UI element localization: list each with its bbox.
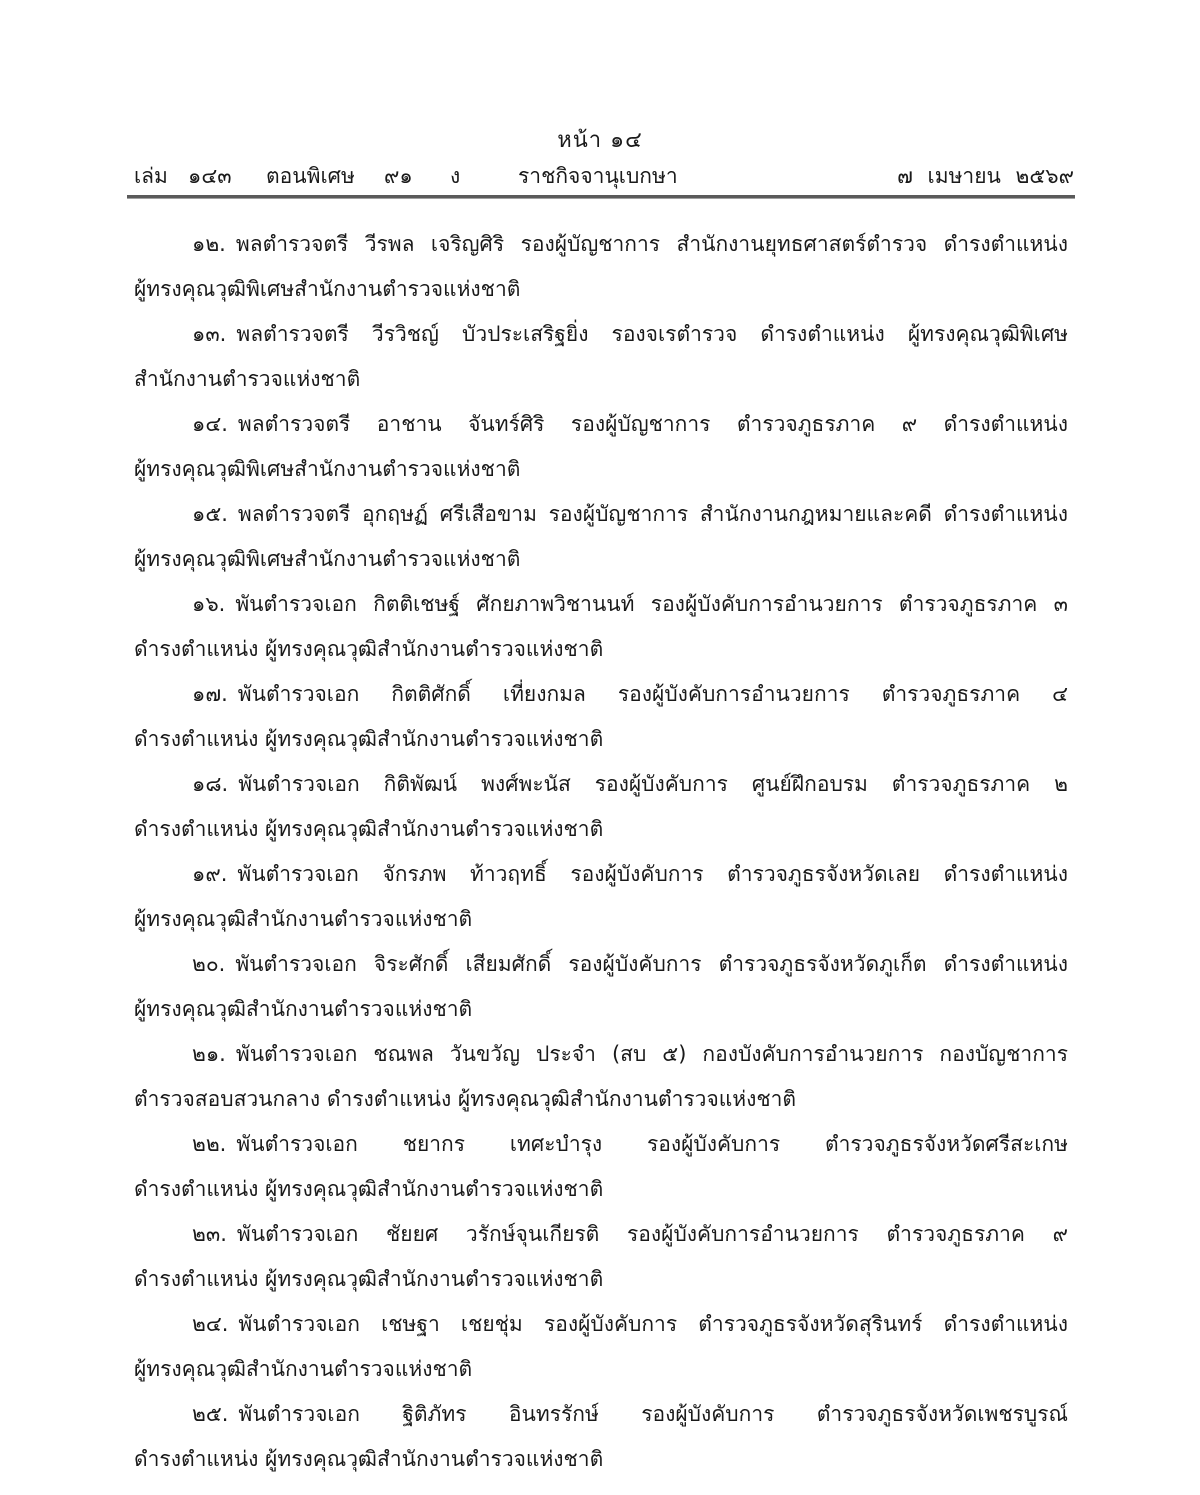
list-item: [134, 402, 1068, 492]
entry-number: ๒๔.: [192, 1312, 229, 1336]
entry-number: ๒๑.: [192, 1042, 226, 1066]
entry-number: ๒๓.: [192, 1222, 227, 1246]
list-item: [134, 582, 1068, 672]
entry-line-2: ดำรงตำแหน่ง ผู้ทรงคุณวุฒิสำนักงานตำรวจแห่งชาติ: [134, 817, 604, 841]
entry-line-1: ๑๖. พันตำรวจเอก กิตติเชษฐ์ ศักยภาพวิชานนท์ รองผู้บังคับการอำนวยการ ตำรวจภูธรภาค ๓: [192, 592, 1068, 616]
issue-number: ๙๑: [384, 164, 413, 188]
entry-line-2: ดำรงตำแหน่ง ผู้ทรงคุณวุฒิสำนักงานตำรวจแห่งชาติ: [134, 1267, 604, 1291]
list-item: [134, 1032, 1068, 1122]
entry-line-1: ๑๗. พันตำรวจเอก กิตติศักดิ์ เที่ยงกมล รองผู้บังคับการอำนวยการ ตำรวจภูธรภาค ๔: [192, 682, 1068, 706]
entry-line-1: ๑๘. พันตำรวจเอก กิติพัฒน์ พงศ์พะนัส รองผู้บังคับการ ศูนย์ฝึกอบรม ตำรวจภูธรภาค ๒: [192, 772, 1068, 796]
list-item: [134, 1122, 1068, 1212]
entry-number: ๑๖.: [192, 592, 226, 616]
entry-number: ๑๒.: [192, 232, 226, 256]
list-item: [134, 1212, 1068, 1302]
entry-number: ๑๕.: [192, 502, 228, 526]
entry-number: ๑๔.: [192, 412, 228, 436]
entry-line-1: ๒๑. พันตำรวจเอก ชณพล วันขวัญ ประจำ (สบ ๕) กองบังคับการอำนวยการ กองบัญชาการ: [192, 1042, 1068, 1066]
entry-line-2: ผู้ทรงคุณวุฒิสำนักงานตำรวจแห่งชาติ: [134, 907, 473, 931]
entry-line-1: ๑๙. พันตำรวจเอก จักรภพ ท้าวฤทธิ์ รองผู้บังคับการ ตำรวจภูธรจังหวัดเลย ดำรงตำแหน่ง: [192, 862, 1068, 886]
section-letter: ง: [450, 164, 461, 188]
page-number: หน้า ๑๔: [557, 128, 643, 153]
entry-line-2: ดำรงตำแหน่ง ผู้ทรงคุณวุฒิสำนักงานตำรวจแห่งชาติ: [134, 1447, 604, 1471]
gazette-header: [134, 160, 1074, 192]
header-divider: [127, 195, 1075, 199]
entry-line-1: ๑๔. พลตำรวจตรี อาชาน จันทร์ศิริ รองผู้บัญชาการ ตำรวจภูธรภาค ๙ ดำรงตำแหน่ง: [192, 412, 1068, 436]
entry-line-2: ตำรวจสอบสวนกลาง ดำรงตำแหน่ง ผู้ทรงคุณวุฒิสำนักงานตำรวจแห่งชาติ: [134, 1087, 797, 1111]
volume-label: เล่ม: [134, 164, 168, 188]
entry-line-2: ดำรงตำแหน่ง ผู้ทรงคุณวุฒิสำนักงานตำรวจแห่งชาติ: [134, 1177, 604, 1201]
list-item: [134, 492, 1068, 582]
entry-line-2: ผู้ทรงคุณวุฒิพิเศษสำนักงานตำรวจแห่งชาติ: [134, 457, 521, 481]
entry-line-2: ผู้ทรงคุณวุฒิสำนักงานตำรวจแห่งชาติ: [134, 1357, 473, 1381]
entry-number: ๒๒.: [192, 1132, 227, 1156]
entry-line-2: ดำรงตำแหน่ง ผู้ทรงคุณวุฒิสำนักงานตำรวจแห่งชาติ: [134, 727, 604, 751]
entry-line-1: ๒๔. พันตำรวจเอก เชษฐา เชยชุ่ม รองผู้บังคับการ ตำรวจภูธรจังหวัดสุรินทร์ ดำรงตำแหน่ง: [192, 1312, 1068, 1336]
entry-number: ๒๐.: [192, 952, 226, 976]
entry-line-1: ๒๓. พันตำรวจเอก ชัยยศ วรักษ์จุนเกียรติ รองผู้บังคับการอำนวยการ ตำรวจภูธรภาค ๙: [192, 1222, 1068, 1246]
list-item: [134, 672, 1068, 762]
appointment-list: [134, 222, 1068, 1482]
entry-line-1: ๑๓. พลตำรวจตรี วีรวิชญ์ บัวประเสริฐยิ่ง รองจเรตำรวจ ดำรงตำแหน่ง ผู้ทรงคุณวุฒิพิเศษ: [192, 322, 1068, 346]
entry-line-1: ๑๒. พลตำรวจตรี วีรพล เจริญศิริ รองผู้บัญชาการ สำนักงานยุทธศาสตร์ตำรวจ ดำรงตำแหน่ง: [192, 232, 1068, 256]
entry-line-2: ผู้ทรงคุณวุฒิพิเศษสำนักงานตำรวจแห่งชาติ: [134, 277, 521, 301]
entry-line-2: สำนักงานตำรวจแห่งชาติ: [134, 367, 361, 391]
entry-number: ๑๙.: [192, 862, 228, 886]
list-item: [134, 222, 1068, 312]
list-item: [134, 1302, 1068, 1392]
publication-date: ๗ เมษายน ๒๕๖๙: [897, 164, 1074, 188]
issue-label: ตอนพิเศษ: [266, 164, 355, 188]
list-item: [134, 312, 1068, 402]
list-item: [134, 942, 1068, 1032]
entry-line-2: ดำรงตำแหน่ง ผู้ทรงคุณวุฒิสำนักงานตำรวจแห่งชาติ: [134, 637, 604, 661]
entry-line-1: ๒๕. พันตำรวจเอก ฐิติภัทร อินทรรักษ์ รองผู้บังคับการ ตำรวจภูธรจังหวัดเพชรบูรณ์: [192, 1402, 1068, 1426]
entry-number: ๒๕.: [192, 1402, 229, 1426]
entry-number: ๑๗.: [192, 682, 228, 706]
entry-line-1: ๒๐. พันตำรวจเอก จิระศักดิ์ เสียมศักดิ์ รองผู้บังคับการ ตำรวจภูธรจังหวัดภูเก็ต ดำรงตำแหน่ง: [192, 952, 1068, 976]
entry-line-1: ๒๒. พันตำรวจเอก ชยากร เทศะบำรุง รองผู้บังคับการ ตำรวจภูธรจังหวัดศรีสะเกษ: [192, 1132, 1068, 1156]
entry-line-2: ผู้ทรงคุณวุฒิพิเศษสำนักงานตำรวจแห่งชาติ: [134, 547, 521, 571]
list-item: [134, 1392, 1068, 1482]
list-item: [134, 762, 1068, 852]
entry-line-1: ๑๕. พลตำรวจตรี อุกฤษฏ์ ศรีเสือขาม รองผู้บัญชาการ สำนักงานกฎหมายและคดี ดำรงตำแหน่ง: [192, 502, 1068, 526]
publication-title: ราชกิจจานุเบกษา: [518, 164, 678, 188]
list-item: [134, 852, 1068, 942]
entry-number: ๑๓.: [192, 322, 227, 346]
volume-number: ๑๔๓: [188, 164, 232, 188]
entry-line-2: ผู้ทรงคุณวุฒิสำนักงานตำรวจแห่งชาติ: [134, 997, 473, 1021]
entry-number: ๑๘.: [192, 772, 229, 796]
